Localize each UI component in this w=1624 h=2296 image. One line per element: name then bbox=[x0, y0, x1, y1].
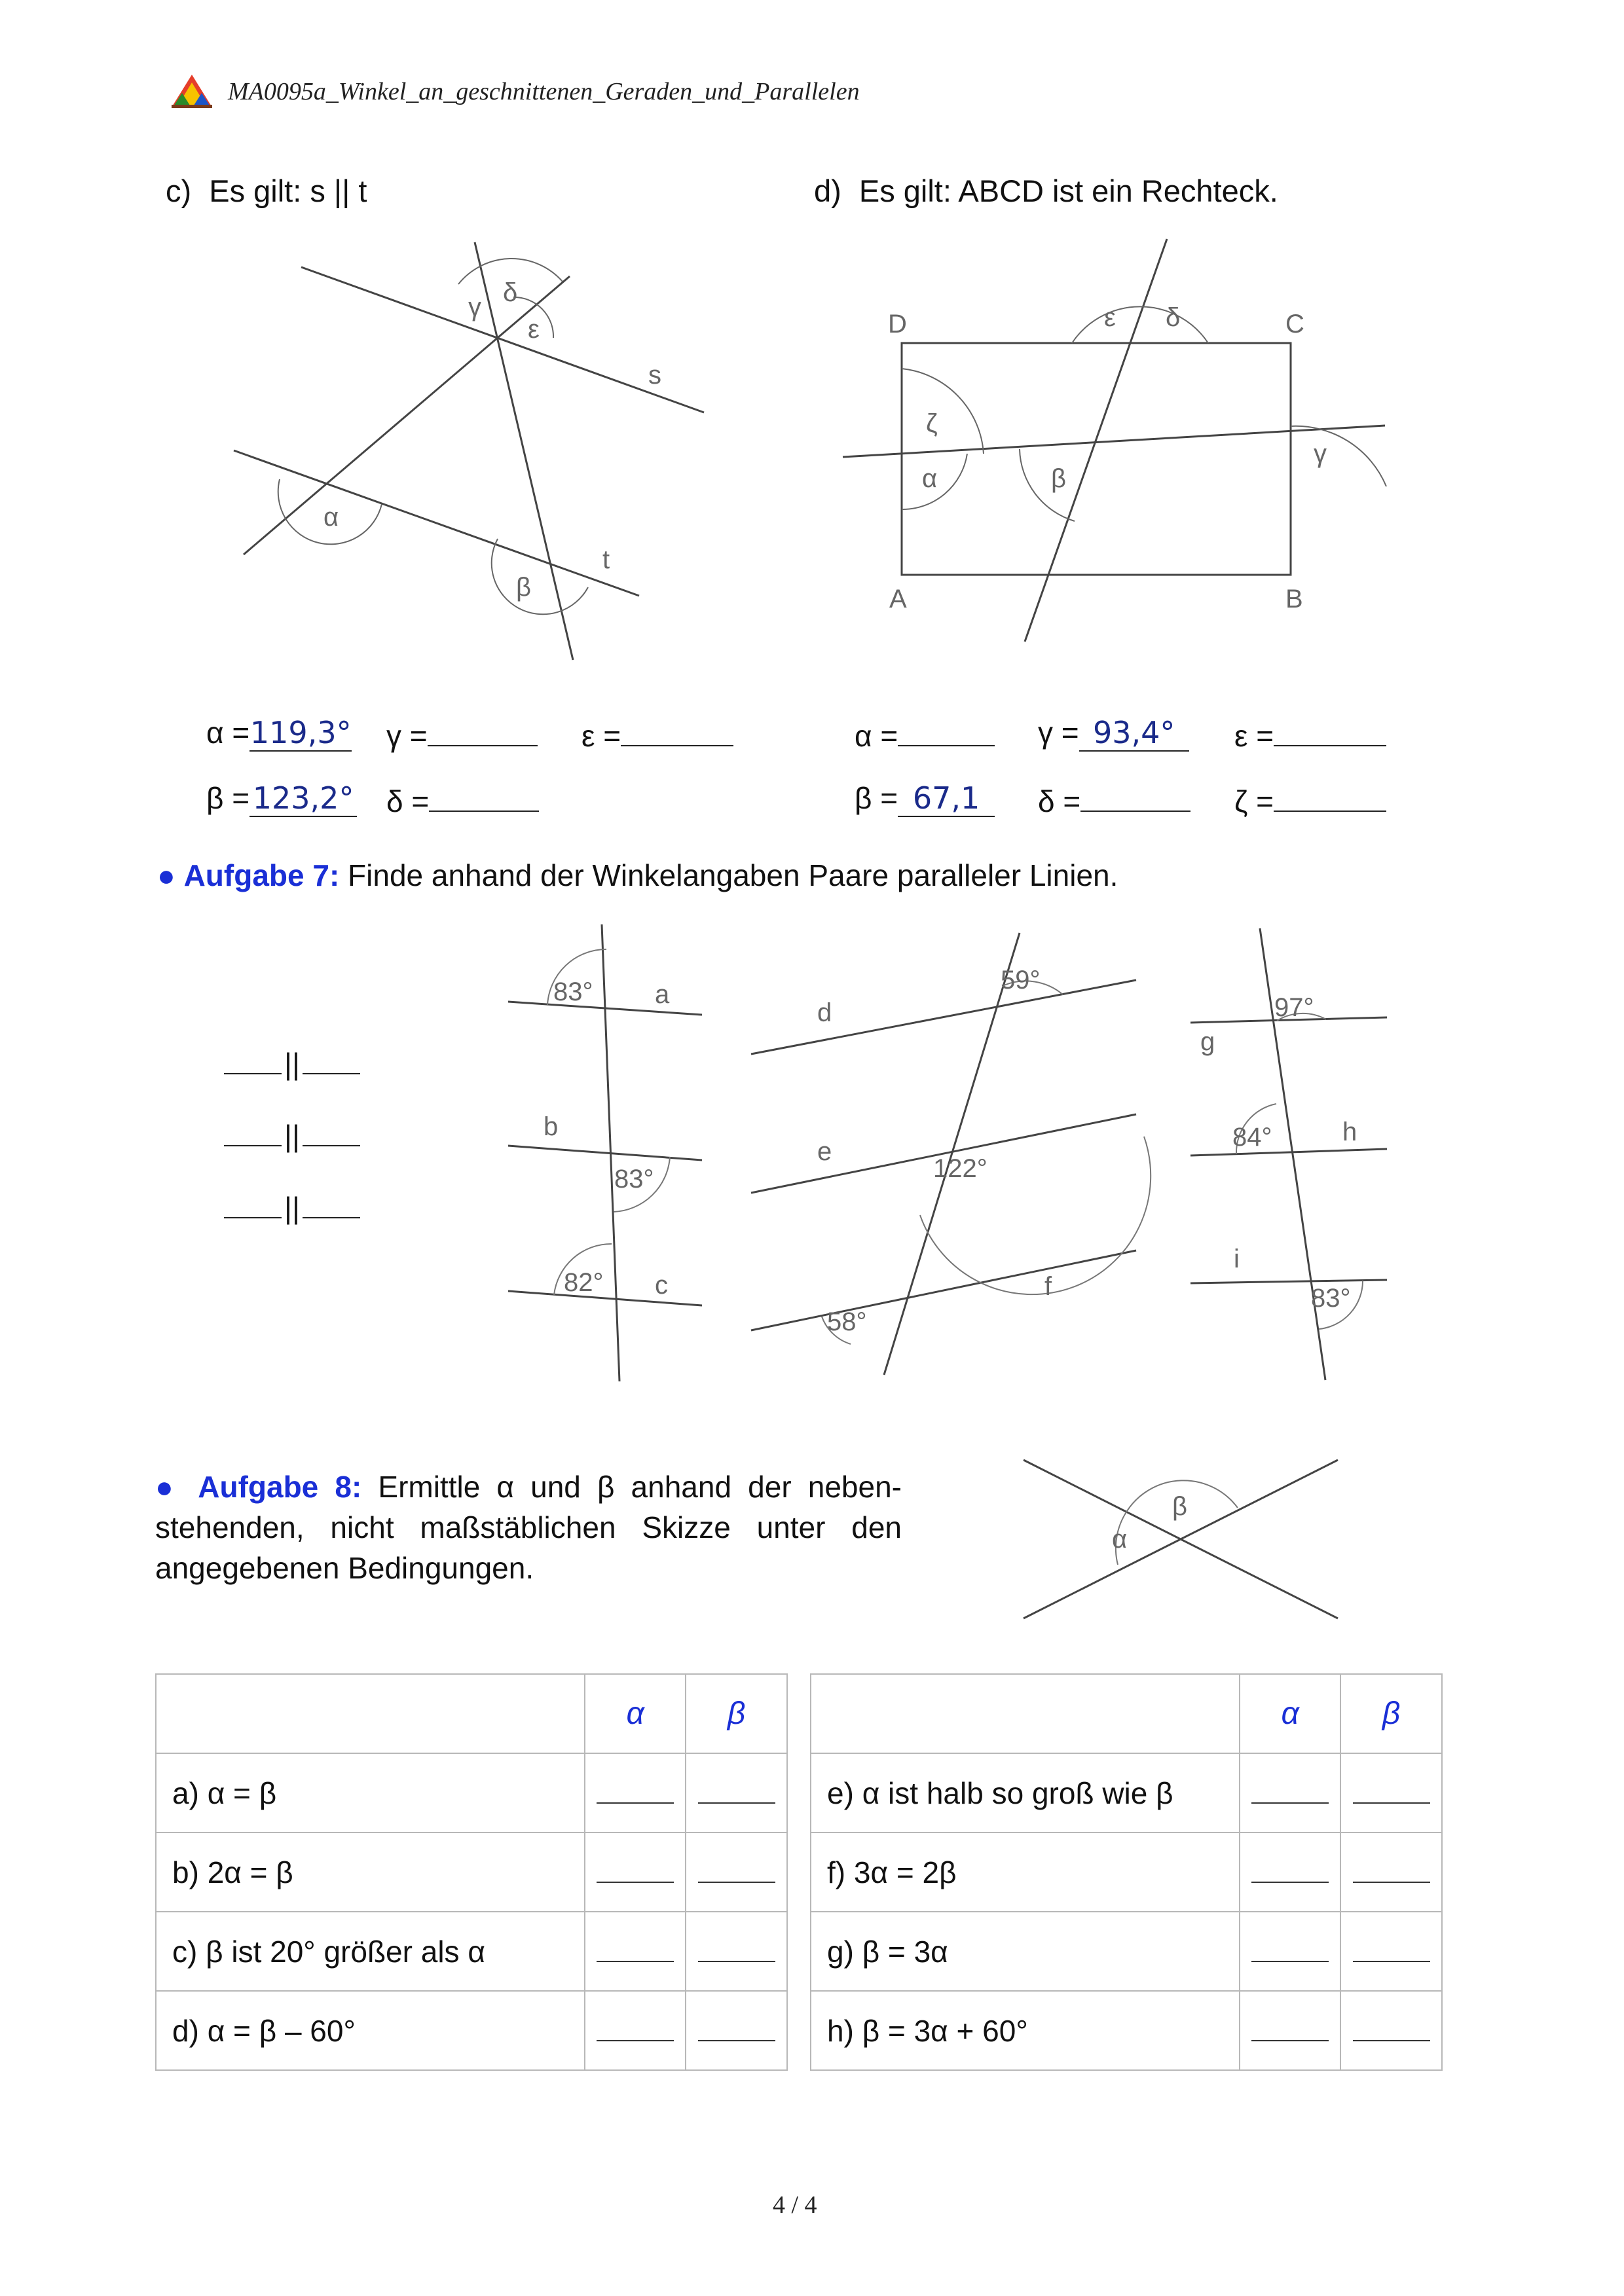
fig2-label-f: f bbox=[1044, 1272, 1052, 1301]
fig1-line-b bbox=[508, 1146, 702, 1160]
col-alpha: α bbox=[585, 1674, 686, 1753]
rectangle-abcd bbox=[902, 343, 1291, 575]
part-c-label: c) bbox=[166, 173, 192, 208]
arc-gamma-d bbox=[1291, 426, 1386, 486]
corner-d: D bbox=[888, 310, 907, 338]
answer-c-epsilon: ε = bbox=[581, 715, 733, 754]
answer-c-beta-value[interactable]: 123,2° bbox=[249, 780, 357, 817]
fig3-angle-3: 83° bbox=[1311, 1284, 1351, 1313]
table-row: b) 2α = β bbox=[156, 1832, 787, 1912]
answer-d-alpha: α = bbox=[855, 715, 995, 754]
col-alpha: α bbox=[1240, 1674, 1340, 1753]
answer-d-epsilon-value[interactable] bbox=[1274, 715, 1386, 746]
fig3-label-h: h bbox=[1342, 1118, 1357, 1146]
fig1-label-b: b bbox=[544, 1112, 559, 1141]
angle-delta: δ bbox=[503, 278, 518, 307]
corner-c: C bbox=[1285, 310, 1304, 338]
answer-beta-e[interactable] bbox=[1340, 1753, 1442, 1832]
answer-c-beta: β = 123,2° bbox=[206, 780, 357, 817]
angle-epsilon-d: ε bbox=[1104, 303, 1116, 332]
answer-d-delta: δ = bbox=[1038, 780, 1190, 819]
answer-d-epsilon: ε = bbox=[1234, 715, 1386, 754]
task8-angle-alpha: α bbox=[1112, 1525, 1128, 1554]
task8-paragraph: ● Aufgabe 8: Ermittle α und β anhand der nebenstehenden, nicht maßstäblichen Skizze unter den angegebenen Bedingungen. bbox=[155, 1470, 902, 1585]
arc-beta-d bbox=[1020, 449, 1075, 521]
answer-d-zeta: ζ = bbox=[1234, 780, 1386, 819]
logo-icon bbox=[169, 73, 215, 110]
answer-beta-d[interactable] bbox=[686, 1991, 787, 2070]
task7-heading: ● Aufgabe 7: Finde anhand der Winkelangaben Paare paralleler Linien. bbox=[157, 858, 1118, 892]
task7-text: Finde anhand der Winkelangaben Paare paralleler Linien. bbox=[348, 858, 1118, 892]
figure-d bbox=[832, 229, 1395, 648]
task8-table-right bbox=[810, 1673, 1443, 2071]
answer-alpha-c[interactable] bbox=[585, 1912, 686, 1991]
parallel-pair-1[interactable]: || bbox=[224, 1046, 360, 1082]
line-label-t: t bbox=[602, 545, 610, 574]
table-header-row bbox=[156, 1674, 787, 1753]
fig1-angle-2: 83° bbox=[614, 1165, 654, 1194]
answer-beta-g[interactable] bbox=[1340, 1912, 1442, 1991]
table-row: h) β = 3α + 60° bbox=[811, 1991, 1442, 2070]
table-row: e) α ist halb so groß wie β bbox=[811, 1753, 1442, 1832]
fig2-line-d bbox=[751, 980, 1136, 1054]
angle-delta-d: δ bbox=[1166, 303, 1181, 332]
fig1-angle-1: 83° bbox=[553, 977, 593, 1006]
angle-alpha: α bbox=[323, 503, 339, 532]
answer-alpha-e[interactable] bbox=[1240, 1753, 1340, 1832]
answer-alpha-f[interactable] bbox=[1240, 1832, 1340, 1912]
answer-c-gamma-value[interactable] bbox=[428, 715, 538, 746]
answer-alpha-g[interactable] bbox=[1240, 1912, 1340, 1991]
fig1-label-a: a bbox=[655, 980, 670, 1009]
line-t bbox=[234, 450, 639, 596]
task7-figures bbox=[498, 910, 1401, 1394]
fig3-label-g: g bbox=[1200, 1027, 1215, 1056]
answer-c-delta: δ = bbox=[386, 780, 539, 819]
col-beta: β bbox=[686, 1674, 787, 1753]
answer-c-epsilon-value[interactable] bbox=[621, 715, 733, 746]
part-c-heading bbox=[166, 173, 367, 209]
fig3-line-h bbox=[1190, 1149, 1387, 1156]
answer-c-delta-value[interactable] bbox=[429, 780, 539, 812]
document-title: MA0095a_Winkel_an_geschnittenen_Geraden_und_Parallelen bbox=[228, 78, 860, 105]
figure-c bbox=[223, 229, 720, 674]
answer-c-alpha-value[interactable]: 119,3° bbox=[249, 715, 352, 750]
page-number: 4 / 4 bbox=[773, 2191, 817, 2219]
fig3-angle-1: 97° bbox=[1274, 993, 1314, 1022]
fig1-line-c bbox=[508, 1291, 702, 1305]
answer-alpha-d[interactable] bbox=[585, 1991, 686, 2070]
table-header-row bbox=[811, 1674, 1442, 1753]
answer-alpha-h[interactable] bbox=[1240, 1991, 1340, 2070]
fig3-angle-2: 84° bbox=[1232, 1123, 1272, 1152]
fig2-label-d: d bbox=[817, 998, 832, 1027]
answer-d-alpha-value[interactable] bbox=[898, 715, 995, 746]
answer-d-gamma-value[interactable]: 93,4° bbox=[1079, 715, 1189, 752]
fig2-angle-3: 58° bbox=[827, 1307, 867, 1336]
angle-gamma-d: γ bbox=[1314, 439, 1327, 468]
table-row: g) β = 3α bbox=[811, 1912, 1442, 1991]
angle-zeta-d: ζ bbox=[926, 409, 938, 438]
task7-title: Aufgabe 7: bbox=[183, 858, 340, 892]
fig2-angle-2: 122° bbox=[933, 1154, 987, 1183]
angle-gamma: γ bbox=[468, 293, 481, 321]
answer-alpha-a[interactable] bbox=[585, 1753, 686, 1832]
fig1-label-c: c bbox=[655, 1271, 668, 1300]
answer-c-gamma: γ = bbox=[386, 715, 538, 754]
angle-epsilon: ε bbox=[528, 315, 540, 344]
angle-beta: β bbox=[516, 573, 532, 602]
answer-alpha-b[interactable] bbox=[585, 1832, 686, 1912]
table-row: a) α = β bbox=[156, 1753, 787, 1832]
part-d-heading bbox=[814, 173, 1278, 209]
arc-zeta bbox=[902, 369, 984, 454]
fig2-angle-1: 59° bbox=[1001, 966, 1041, 994]
table-row: d) α = β – 60° bbox=[156, 1991, 787, 2070]
answer-c-alpha: α =119,3° bbox=[206, 715, 352, 750]
task8-title: Aufgabe 8: bbox=[198, 1470, 362, 1504]
angle-alpha-d: α bbox=[922, 464, 938, 493]
fig3-line-i bbox=[1190, 1280, 1387, 1283]
table-row: f) 3α = 2β bbox=[811, 1832, 1442, 1912]
part-d-text: Es gilt: ABCD ist ein Rechteck. bbox=[858, 173, 1278, 208]
answer-beta-a[interactable] bbox=[686, 1753, 787, 1832]
line-label-s: s bbox=[648, 361, 661, 390]
angle-beta-d: β bbox=[1051, 464, 1067, 493]
answer-d-gamma: γ = 93,4° bbox=[1038, 715, 1189, 752]
task8-table-left bbox=[155, 1673, 788, 2071]
corner-b: B bbox=[1285, 585, 1303, 613]
cross-line bbox=[843, 426, 1385, 457]
answer-d-zeta-value[interactable] bbox=[1274, 780, 1386, 812]
answer-d-delta-value[interactable] bbox=[1080, 780, 1190, 812]
arc-beta bbox=[492, 539, 588, 614]
answer-beta-f[interactable] bbox=[1340, 1832, 1442, 1912]
task8-angle-beta: β bbox=[1172, 1492, 1188, 1521]
fig3-label-i: i bbox=[1234, 1245, 1240, 1273]
parallel-pair-2[interactable]: || bbox=[224, 1118, 360, 1154]
col-beta: β bbox=[1340, 1674, 1442, 1753]
fig2-line-f bbox=[751, 1250, 1136, 1330]
task8-text: Ermittle α und β anhand der nebenstehenden, nicht maßstäblichen Skizze unter den angegebenen Bedingungen. bbox=[155, 1470, 902, 1585]
fig2-label-e: e bbox=[817, 1137, 832, 1166]
part-c-text: Es gilt: s || t bbox=[209, 173, 367, 208]
task8-figure bbox=[1015, 1447, 1349, 1630]
answer-beta-h[interactable] bbox=[1340, 1991, 1442, 2070]
answer-beta-c[interactable] bbox=[686, 1912, 787, 1991]
table-row: c) β ist 20° größer als α bbox=[156, 1912, 787, 1991]
part-d-label: d) bbox=[814, 173, 841, 208]
fig1-angle-3: 82° bbox=[564, 1268, 604, 1297]
corner-a: A bbox=[889, 585, 907, 613]
parallel-pair-3[interactable]: || bbox=[224, 1190, 360, 1226]
answer-beta-b[interactable] bbox=[686, 1832, 787, 1912]
answer-d-beta-value[interactable]: 67,1 bbox=[898, 780, 995, 817]
answer-d-beta: β = 67,1 bbox=[855, 780, 995, 817]
